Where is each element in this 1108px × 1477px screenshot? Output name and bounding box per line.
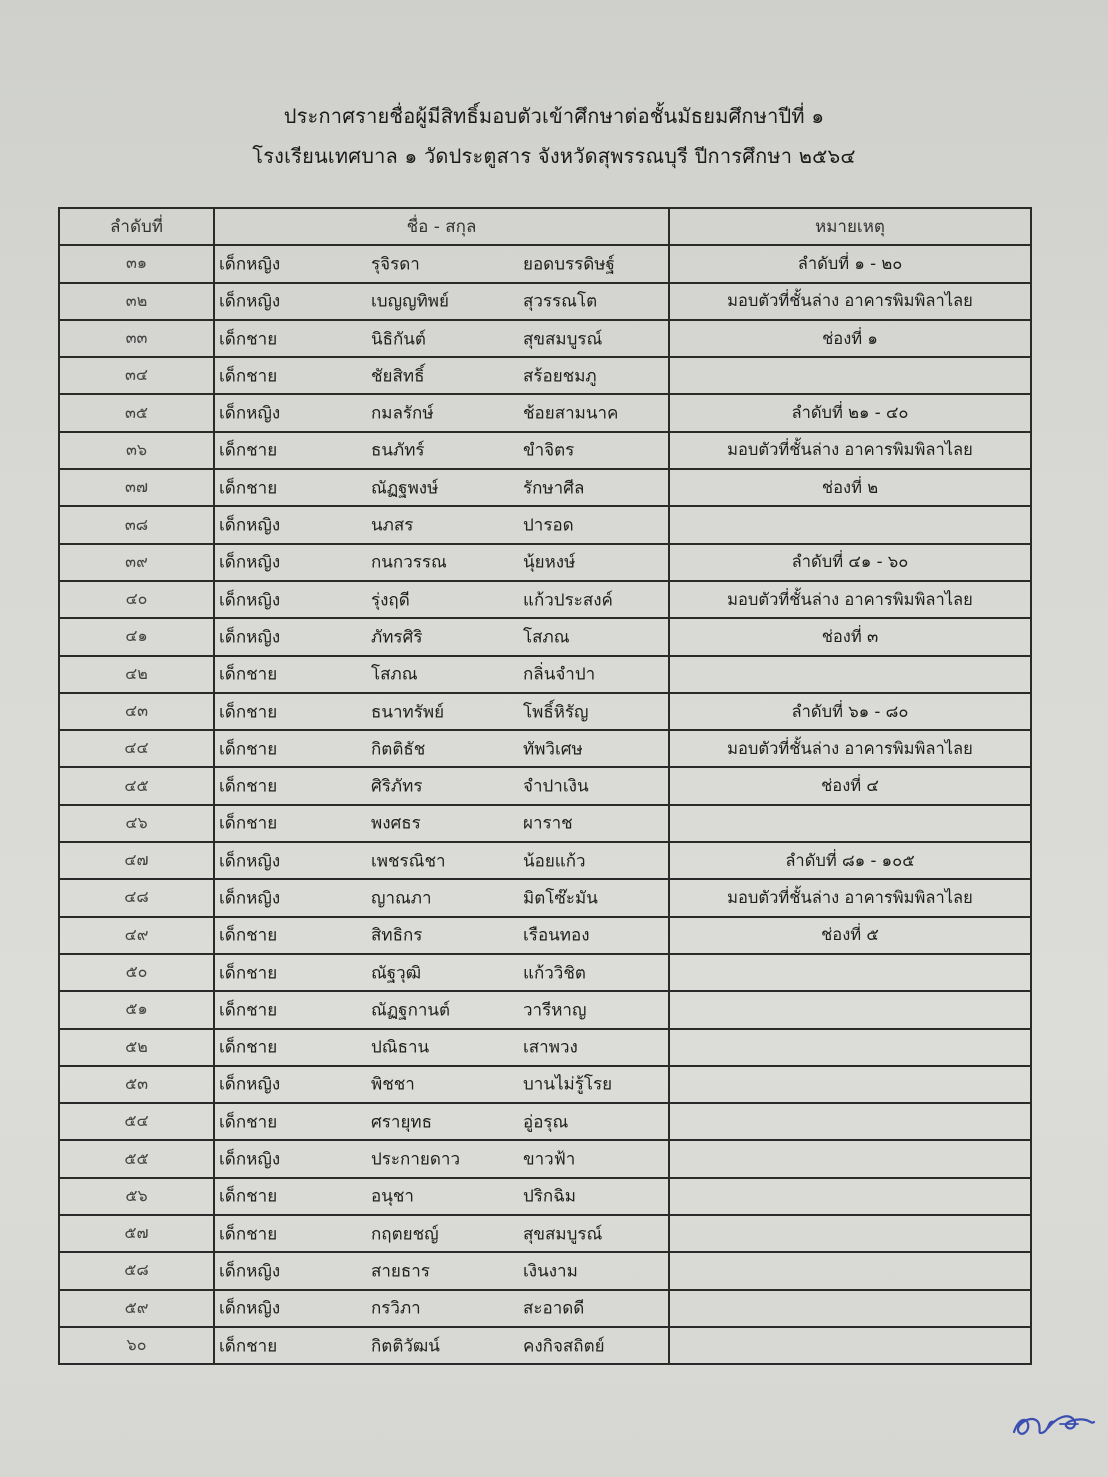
header-remarks: หมายเหตุ [669,208,1031,245]
table-row [59,618,1031,655]
announcement-title: ประกาศรายชื่อผู้มีสิทธิ์มอบตัวเข้าศึกษาต่อชั้นมัธยมศึกษาปีที่ ๑ [283,104,825,128]
first-name: ปณิธาน [371,1037,430,1058]
order-number-cell: ๓๖ [59,432,214,469]
full-name-cell [214,1140,669,1177]
remarks-cell: มอบตัวที่ชั้นล่าง อาคารพิมพิลาไลย [669,432,1031,469]
table-body [59,245,1031,1364]
order-number-cell: ๕๐ [59,954,214,991]
name-prefix: เด็กชาย [219,1112,278,1133]
last-name: เรือนทอง [523,925,590,946]
last-name: โสภณ [523,627,570,648]
full-name-cell [214,432,669,469]
name-prefix: เด็กชาย [219,813,278,834]
order-number-cell: ๓๗ [59,469,214,506]
table-header-row [59,208,1031,245]
remarks-cell: มอบตัวที่ชั้นล่าง อาคารพิมพิลาไลย [669,730,1031,767]
table-row [59,283,1031,320]
remarks-cell: ช่องที่ ๒ [669,469,1031,506]
remarks-cell: ลำดับที่ ๖๑ - ๘๐ [669,693,1031,730]
order-number-cell: ๔๗ [59,842,214,879]
name-prefix: เด็กหญิง [219,851,281,872]
last-name: ยอดบรรดิษฐ์ [523,254,615,275]
name-prefix: เด็กชาย [219,1186,278,1207]
table-row [59,1215,1031,1252]
last-name: คงกิจสถิตย์ [523,1336,605,1357]
last-name: แก้ววิชิต [523,963,586,984]
first-name: รุ่งฤดี [371,590,410,611]
first-name: นภสร [371,515,414,536]
full-name-cell [214,245,669,282]
name-prefix: เด็กหญิง [219,1298,281,1319]
full-name-cell [214,506,669,543]
full-name-cell [214,1066,669,1103]
name-prefix: เด็กชาย [219,1037,278,1058]
first-name: รุจิรดา [371,254,420,275]
handwritten-signature-icon [1008,1398,1098,1448]
table-row [59,432,1031,469]
order-number-cell: ๕๕ [59,1140,214,1177]
order-number-cell: ๕๒ [59,1029,214,1066]
last-name: สร้อยชมภู [523,366,597,387]
last-name: สุขสมบูรณ์ [523,1224,603,1245]
last-name: วารีหาญ [523,1000,587,1021]
last-name: รักษาศีล [523,478,585,499]
first-name: กรวิภา [371,1298,421,1319]
table-row [59,767,1031,804]
order-number-cell: ๔๓ [59,693,214,730]
remarks-cell [669,1029,1031,1066]
table-row [59,1103,1031,1140]
table-row [59,506,1031,543]
remarks-cell [669,954,1031,991]
order-number-cell: ๕๙ [59,1290,214,1327]
full-name-cell [214,656,669,693]
table-row [59,1290,1031,1327]
full-name-cell [214,1178,669,1215]
table-row [59,917,1031,954]
table-row [59,544,1031,581]
last-name: เสาพวง [523,1037,578,1058]
name-prefix: เด็กหญิง [219,515,281,536]
last-name: ปารอด [523,515,574,536]
first-name: โสภณ [371,664,418,685]
full-name-cell [214,618,669,655]
table-row [59,730,1031,767]
name-prefix: เด็กชาย [219,702,278,722]
name-prefix: เด็กชาย [219,440,278,461]
order-number-cell: ๕๗ [59,1215,214,1252]
table-row [59,1140,1031,1177]
last-name: ผาราช [523,813,573,834]
name-prefix: เด็กหญิง [219,1261,281,1282]
full-name-cell [214,1029,669,1066]
remarks-cell [669,1066,1031,1103]
header-order-number: ลำดับที่ [59,208,214,245]
name-prefix: เด็กหญิง [219,590,281,611]
name-prefix: เด็กหญิง [219,888,281,909]
order-number-cell: ๓๔ [59,357,214,394]
full-name-cell [214,805,669,842]
last-name: สะอาดดี [523,1298,585,1319]
full-name-cell [214,469,669,506]
name-prefix: เด็กชาย [219,1224,278,1245]
last-name: ขำจิตร [523,440,575,461]
remarks-cell: ช่องที่ ๓ [669,618,1031,655]
table-row [59,656,1031,693]
full-name-cell [214,320,669,357]
table-row [59,693,1031,730]
full-name-cell [214,394,669,431]
order-number-cell: ๓๒ [59,283,214,320]
order-number-cell: ๓๑ [59,245,214,282]
first-name: กนกวรรณ [371,552,447,573]
last-name: มิตโซ๊ะมัน [523,888,598,909]
name-prefix: เด็กชาย [219,1336,278,1357]
name-prefix: เด็กชาย [219,366,278,387]
first-name: กมลรักษ์ [371,403,434,424]
name-prefix: เด็กชาย [219,329,278,350]
last-name: ขาวฟ้า [523,1149,576,1170]
table-row [59,1029,1031,1066]
remarks-cell: ลำดับที่ ๑ - ๒๐ [669,245,1031,282]
full-name-cell [214,767,669,804]
student-roster-table [58,207,1032,1365]
name-prefix: เด็กชาย [219,776,278,797]
first-name: ศิริภัทร [371,776,423,797]
table-row [59,394,1031,431]
order-number-cell: ๓๙ [59,544,214,581]
remarks-cell [669,1178,1031,1215]
name-prefix: เด็กหญิง [219,254,281,275]
first-name: พิชชา [371,1074,415,1095]
last-name: บานไม่รู้โรย [523,1074,613,1095]
table-row [59,320,1031,357]
order-number-cell: ๔๔ [59,730,214,767]
first-name: เพชรณิชา [371,851,446,872]
remarks-cell [669,1327,1031,1364]
order-number-cell: ๔๙ [59,917,214,954]
first-name: ศรายุทธ [371,1112,433,1133]
remarks-cell: มอบตัวที่ชั้นล่าง อาคารพิมพิลาไลย [669,879,1031,916]
first-name: ณัฏฐพงษ์ [371,478,439,499]
name-prefix: เด็กชาย [219,925,278,946]
full-name-cell [214,581,669,618]
table-row [59,805,1031,842]
remarks-cell [669,1140,1031,1177]
first-name: ณัฐวุฒิ [371,963,422,984]
first-name: ชัยสิทธิ์ [371,366,425,387]
order-number-cell: ๓๕ [59,394,214,431]
order-number-cell: ๕๔ [59,1103,214,1140]
first-name: พงศธร [371,813,421,834]
name-prefix: เด็กหญิง [219,627,281,648]
first-name: นิธิกันต์ [371,329,426,350]
first-name: สิทธิกร [371,925,423,946]
name-prefix: เด็กชาย [219,739,278,760]
table-row [59,469,1031,506]
first-name: ธนภัทร์ [371,440,425,461]
remarks-cell [669,1290,1031,1327]
remarks-cell: ช่องที่ ๑ [669,320,1031,357]
table-row [59,1252,1031,1289]
name-prefix: เด็กชาย [219,1000,278,1021]
order-number-cell: ๔๖ [59,805,214,842]
last-name: สุวรรณโต [523,291,598,312]
last-name: ช้อยสามนาค [523,403,619,424]
last-name: ทัพวิเศษ [523,739,583,760]
last-name: แก้วประสงค์ [523,590,613,611]
remarks-cell [669,1215,1031,1252]
last-name: อู่อรุณ [523,1112,569,1133]
remarks-cell: ช่องที่ ๔ [669,767,1031,804]
remarks-cell [669,805,1031,842]
last-name: น้อยแก้ว [523,851,586,872]
first-name: กิตติวัฒน์ [371,1336,440,1357]
first-name: กิตติธัช [371,739,426,760]
last-name: นุ้ยหงษ์ [523,552,576,573]
remarks-cell [669,656,1031,693]
last-name: จำปาเงิน [523,776,589,797]
last-name: สุขสมบูรณ์ [523,329,603,350]
full-name-cell [214,1327,669,1364]
table-row [59,991,1031,1028]
remarks-cell [669,357,1031,394]
last-name: ปริกฉิม [523,1186,577,1207]
full-name-cell [214,730,669,767]
remarks-cell [669,1103,1031,1140]
remarks-cell: ช่องที่ ๕ [669,917,1031,954]
header-full-name: ชื่อ - สกุล [214,208,669,245]
order-number-cell: ๕๓ [59,1066,214,1103]
full-name-cell [214,842,669,879]
full-name-cell [214,357,669,394]
full-name-cell [214,1103,669,1140]
first-name: อนุชา [371,1186,414,1207]
name-prefix: เด็กชาย [219,478,278,499]
remarks-cell: มอบตัวที่ชั้นล่าง อาคารพิมพิลาไลย [669,581,1031,618]
remarks-cell: ลำดับที่ ๔๑ - ๖๐ [669,544,1031,581]
remarks-cell: ลำดับที่ ๘๑ - ๑๐๕ [669,842,1031,879]
order-number-cell: ๖๐ [59,1327,214,1364]
last-name: กลิ่นจำปา [523,664,596,685]
order-number-cell: ๕๘ [59,1252,214,1289]
order-number-cell: ๓๘ [59,506,214,543]
name-prefix: เด็กชาย [219,963,278,984]
order-number-cell: ๓๓ [59,320,214,357]
order-number-cell: ๔๕ [59,767,214,804]
table-row [59,1178,1031,1215]
first-name: สายธาร [371,1261,430,1282]
announcement-subtitle: โรงเรียนเทศบาล ๑ วัดประตูสาร จังหวัดสุพรรณบุรี ปีการศึกษา ๒๕๖๔ [252,144,856,168]
full-name-cell [214,693,669,730]
full-name-cell [214,1252,669,1289]
order-number-cell: ๕๖ [59,1178,214,1215]
full-name-cell [214,879,669,916]
first-name: ประกายดาว [371,1149,460,1170]
last-name: โพธิ์หิรัญ [523,702,589,722]
last-name: เงินงาม [523,1261,578,1282]
table-row [59,842,1031,879]
name-prefix: เด็กหญิง [219,403,281,424]
full-name-cell [214,283,669,320]
name-prefix: เด็กหญิง [219,1074,281,1095]
order-number-cell: ๕๑ [59,991,214,1028]
remarks-cell [669,506,1031,543]
name-prefix: เด็กหญิง [219,1149,281,1170]
full-name-cell [214,1215,669,1252]
table-row [59,879,1031,916]
order-number-cell: ๔๘ [59,879,214,916]
name-prefix: เด็กหญิง [219,291,281,312]
table-row [59,1066,1031,1103]
full-name-cell [214,544,669,581]
remarks-cell [669,991,1031,1028]
first-name: เบญญทิพย์ [371,291,449,312]
first-name: ธนาทรัพย์ [371,702,445,722]
table-row [59,954,1031,991]
full-name-cell [214,917,669,954]
table-row [59,1327,1031,1364]
order-number-cell: ๔๒ [59,656,214,693]
remarks-cell [669,1252,1031,1289]
name-prefix: เด็กหญิง [219,552,281,573]
first-name: ภัทรศิริ [371,627,423,648]
table-row [59,357,1031,394]
first-name: กฤตยชญ์ [371,1224,439,1245]
full-name-cell [214,991,669,1028]
first-name: ญาณภา [371,888,432,909]
full-name-cell [214,954,669,991]
table-row [59,581,1031,618]
first-name: ณัฏฐกานต์ [371,1000,451,1021]
name-prefix: เด็กชาย [219,664,278,685]
remarks-cell: มอบตัวที่ชั้นล่าง อาคารพิมพิลาไลย [669,283,1031,320]
remarks-cell: ลำดับที่ ๒๑ - ๔๐ [669,394,1031,431]
order-number-cell: ๔๐ [59,581,214,618]
order-number-cell: ๔๑ [59,618,214,655]
full-name-cell [214,1290,669,1327]
table-row [59,245,1031,282]
